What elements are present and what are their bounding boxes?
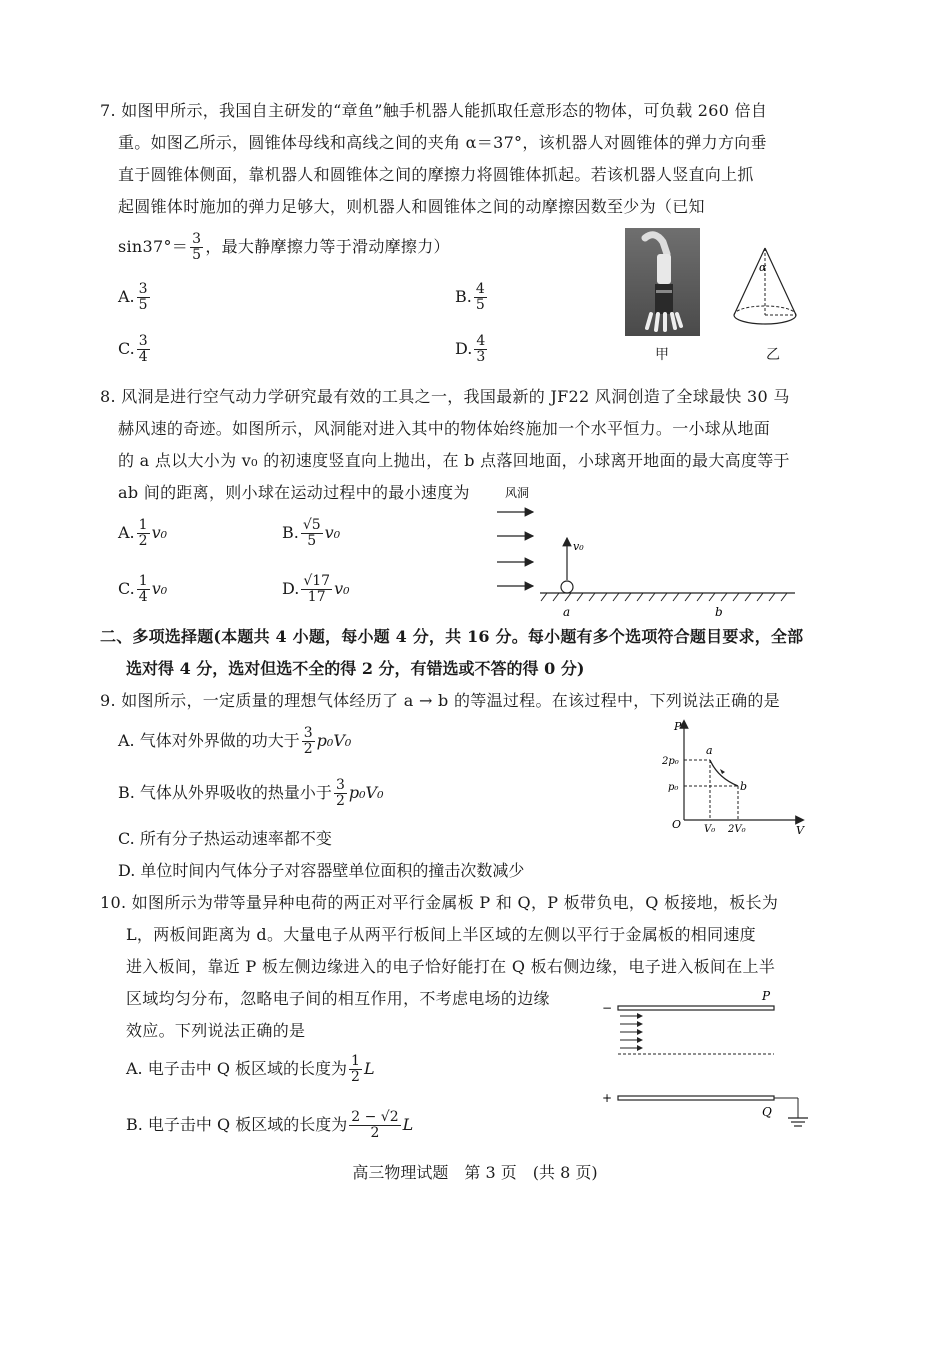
denominator: 5 <box>475 297 485 313</box>
q8-option-c[interactable] <box>118 574 167 605</box>
cone-diagram <box>730 245 800 335</box>
denominator: 2 <box>335 793 345 809</box>
option-tail: p₀V₀ <box>316 731 352 750</box>
option-fraction <box>474 334 487 365</box>
axis-v-label: V <box>796 824 804 837</box>
numerator: 4 <box>475 281 485 297</box>
option-fraction <box>334 778 347 809</box>
option-text: B. 气体从外界吸收的热量小于 <box>118 783 332 802</box>
numerator: 3 <box>335 777 345 793</box>
tick-v0: V₀ <box>704 824 716 835</box>
denominator: 2 <box>351 1069 360 1085</box>
denominator: 17 <box>307 589 326 605</box>
tick-p0: p₀ <box>668 782 679 793</box>
point-a-label: a <box>706 744 713 757</box>
option-tail: L <box>402 1115 414 1134</box>
origin-label: O <box>672 818 682 831</box>
robot-photo <box>625 228 700 336</box>
denominator: 2 <box>138 533 148 549</box>
numerator: 3 <box>192 231 202 247</box>
q7-sin-prefix: sin37°＝ <box>118 237 189 256</box>
fig-jia-caption: 甲 <box>655 347 669 363</box>
plate-p-label: P <box>762 989 771 1003</box>
option-label: D. <box>455 339 473 358</box>
q8-option-d[interactable] <box>282 574 350 605</box>
denominator: 2 <box>303 741 313 757</box>
plate-p <box>618 1006 774 1010</box>
axis-p-label: P <box>674 720 682 733</box>
q10-line4: 区域均匀分布，忽略电子间的相互作用，不考虑电场的边缘 <box>126 989 550 1008</box>
plus-sign: + <box>602 1091 613 1105</box>
wind-label: 风洞 <box>505 486 530 500</box>
option-fraction <box>349 1054 362 1085</box>
option-label: D. <box>282 579 300 598</box>
option-tail: v₀ <box>334 579 350 598</box>
option-text: A. 气体对外界做的功大于 <box>118 731 300 750</box>
numerator: 2 − √2 <box>351 1109 399 1125</box>
numerator: 3 <box>138 281 148 297</box>
q8-option-a[interactable] <box>118 518 167 549</box>
q7-option-b[interactable] <box>455 282 489 313</box>
option-fraction <box>302 726 315 757</box>
q7-sin-line <box>118 232 450 263</box>
q7-sin-suffix: ，最大静摩擦力等于滑动摩擦力） <box>205 237 450 256</box>
denominator: 4 <box>138 349 148 365</box>
q7-option-a[interactable] <box>118 282 152 313</box>
denominator: 2 <box>370 1125 380 1141</box>
option-fraction <box>137 518 150 549</box>
plate-q <box>618 1096 774 1100</box>
section2-heading-line2: 选对得 4 分，选对但选不全的得 2 分，有错选或不答的得 0 分) <box>126 659 585 678</box>
option-label: A. <box>118 287 135 306</box>
option-tail: v₀ <box>324 523 341 542</box>
q8-line2: 赫风速的奇迹。如图所示，风洞能对进入其中的物体始终施加一个水平恒力。一小球从地面 <box>118 419 771 438</box>
q9-option-d[interactable]: D. 单位时间内气体分子对容器壁单位面积的撞击次数减少 <box>118 861 525 880</box>
numerator: √17 <box>303 573 331 589</box>
option-fraction <box>301 518 323 549</box>
q7-line4: 起圆锥体时施加的弹力足够大，则机器人和圆锥体之间的动摩擦因数至少为（已知 <box>118 197 705 216</box>
v0-label: v₀ <box>573 540 584 553</box>
q10-line1: 10. 如图所示为带等量异种电荷的两正对平行金属板 P 和 Q，P 板带负电，Q 板接地，板长为 <box>100 893 779 912</box>
q7-line2: 重。如图乙所示，圆锥体母线和高线之间的夹角 α＝37°，该机器人对圆锥体的弹力方向垂 <box>118 133 767 152</box>
numerator: 3 <box>303 725 313 741</box>
numerator: 1 <box>351 1053 360 1069</box>
q7-sin-fraction <box>190 232 203 263</box>
q8-line1: 8. 风洞是进行空气动力学研究最有效的工具之一，我国最新的 JF22 风洞创造了全球最快 30 马 <box>100 387 790 406</box>
option-label: C. <box>118 579 135 598</box>
page-footer: 高三物理试题 第 3 页 (共 8 页) <box>352 1163 598 1182</box>
point-a-label: a <box>563 605 571 619</box>
option-tail: v₀ <box>151 523 168 542</box>
numerator: 1 <box>138 517 148 533</box>
numerator: 4 <box>476 333 486 349</box>
q7-option-d[interactable] <box>455 334 489 365</box>
plate-q-label: Q <box>762 1105 772 1119</box>
denominator: 4 <box>138 589 148 605</box>
option-fraction <box>137 282 150 313</box>
option-text: B. 电子击中 Q 板区域的长度为 <box>126 1115 348 1134</box>
option-tail: v₀ <box>151 579 168 598</box>
option-label: C. <box>118 339 135 358</box>
q10-option-a[interactable] <box>126 1054 375 1085</box>
option-fraction <box>137 334 150 365</box>
q7-line1: 7. 如图甲所示，我国自主研发的“章鱼”触手机器人能抓取任意形态的物体，可负载 260 倍自 <box>100 101 768 120</box>
q10-line3: 进入板间，靠近 P 板左侧边缘进入的电子恰好能打在 Q 板右侧边缘，电子进入板间在上半 <box>126 957 776 976</box>
denominator: 3 <box>476 349 486 365</box>
denominator: 5 <box>307 533 317 549</box>
numerator: 3 <box>138 333 148 349</box>
option-fraction <box>474 282 487 313</box>
denominator: 5 <box>192 247 202 263</box>
q8-line3: 的 a 点以大小为 v₀ 的初速度竖直向上抛出，在 b 点落回地面，小球离开地面的最大高度等于 <box>118 451 790 470</box>
parallel-plates-diagram <box>598 988 810 1136</box>
tick-2v0: 2V₀ <box>728 824 746 835</box>
option-text: A. 电子击中 Q 板区域的长度为 <box>126 1059 348 1078</box>
minus-sign: − <box>602 1001 613 1015</box>
option-label: B. <box>282 523 299 542</box>
q10-line2: L，两板间距离为 d。大量电子从两平行板间上半区域的左侧以平行于金属板的相同速度 <box>126 925 756 944</box>
denominator: 5 <box>138 297 148 313</box>
numerator: 1 <box>138 573 148 589</box>
option-label: A. <box>118 523 135 542</box>
section2-heading-line1: 二、多项选择题(本题共 4 小题，每小题 4 分，共 16 分。每小题有多个选项符合题目要求，全部 <box>100 627 804 646</box>
q10-line5: 效应。下列说法正确的是 <box>126 1021 306 1040</box>
point-b-label: b <box>715 605 723 619</box>
q9-option-b[interactable] <box>118 778 383 809</box>
q8-option-b[interactable] <box>282 518 340 549</box>
tick-2p0: 2p₀ <box>662 756 679 767</box>
q9-option-c[interactable]: C. 所有分子热运动速率都不变 <box>118 829 332 848</box>
wind-tunnel-diagram <box>495 480 800 620</box>
option-tail: L <box>363 1059 375 1078</box>
q9-option-a[interactable] <box>118 726 351 757</box>
option-fraction <box>137 574 150 605</box>
pv-diagram <box>662 716 812 841</box>
q8-line4: ab 间的距离，则小球在运动过程中的最小速度为 <box>118 483 470 502</box>
fig-yi-caption: 乙 <box>766 347 780 363</box>
q10-option-b[interactable] <box>126 1110 413 1141</box>
numerator: √5 <box>302 517 321 533</box>
q7-line3: 直于圆锥体侧面，靠机器人和圆锥体之间的摩擦力将圆锥体抓起。若该机器人竖直向上抓 <box>118 165 754 184</box>
option-label: B. <box>455 287 472 306</box>
q9-stem: 9. 如图所示，一定质量的理想气体经历了 a → b 的等温过程。在该过程中，下列说法正确的是 <box>100 691 780 710</box>
alpha-label: α <box>759 261 767 274</box>
option-fraction <box>301 574 332 605</box>
q7-option-c[interactable] <box>118 334 152 365</box>
ball <box>561 581 573 593</box>
point-b-label: b <box>740 780 748 793</box>
option-tail: p₀V₀ <box>348 783 384 802</box>
option-fraction <box>349 1110 400 1141</box>
